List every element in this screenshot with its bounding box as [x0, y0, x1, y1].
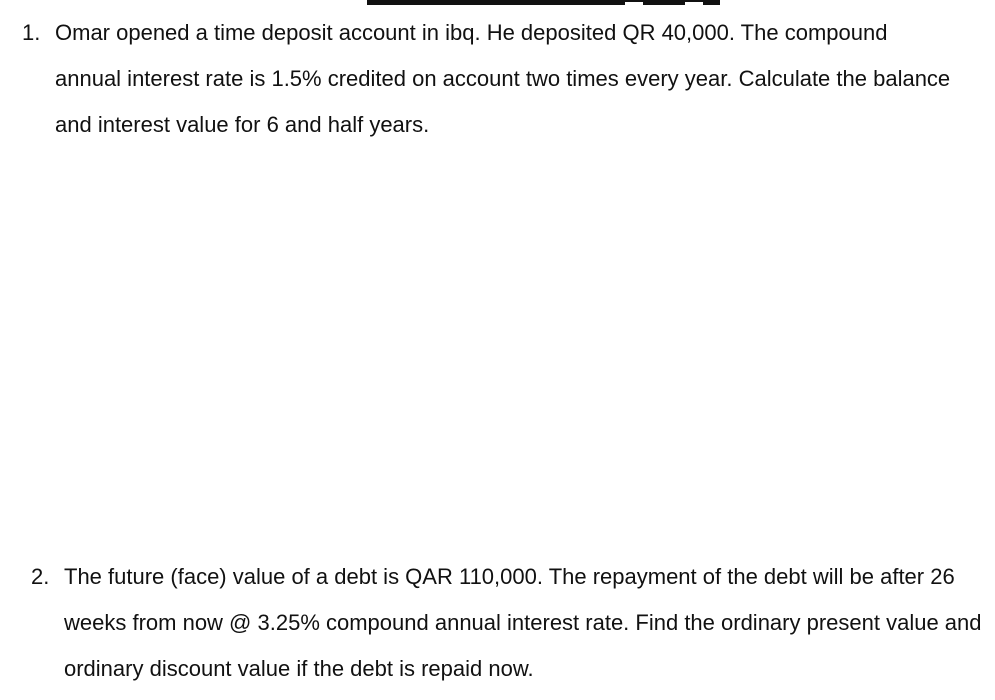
question-2: [31, 554, 986, 692]
top-black-bar: [367, 0, 720, 5]
question-number: 1.: [22, 20, 41, 45]
question-text: Omar opened a time deposit account in ibq. He deposited QR 40,000. The compound annual interest rate is 1.5% credited on account two times every year. Calculate the balance and interest value for 6 and half years.: [55, 20, 951, 137]
bar-notch: [685, 2, 703, 5]
question-text: The future (face) value of a debt is QAR 110,000. The repayment of the debt will be after 26 weeks from now @ 3.25% compound annual interest rate. Find the ordinary present value and ordinary discount value if the debt is repaid now.: [64, 564, 982, 681]
question-number: 2.: [31, 564, 50, 589]
question-1: [22, 10, 952, 148]
bar-notch: [625, 2, 643, 5]
